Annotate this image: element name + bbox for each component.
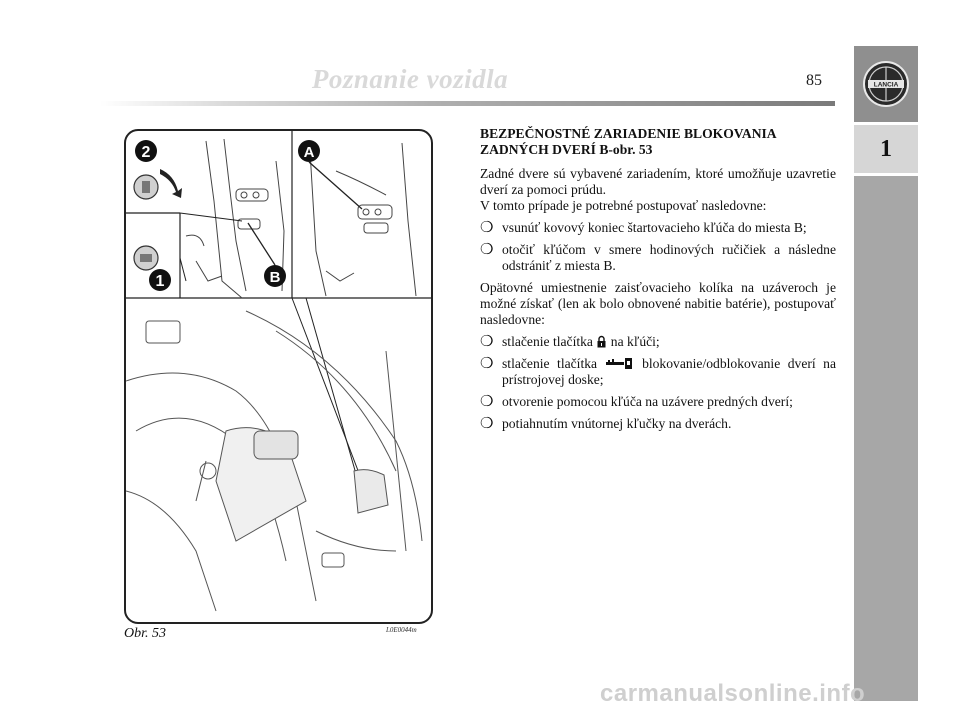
logo-text: LANCIA — [873, 81, 899, 89]
step-1: vsunúť kovový koniec štartovacieho kľúča do miesta B; — [502, 220, 807, 235]
list-item — [480, 356, 836, 388]
bullet-mark: ❍ — [480, 416, 494, 432]
header-rule — [100, 101, 835, 106]
restore-step-2: stlačenie tlačítka blokovanie/odblokovanie dverí na prístrojovej doske; — [502, 356, 836, 387]
step-2: otočiť kľúčom v smere hodinových ručičiek a následne odstrániť z miesta B. — [502, 242, 836, 273]
watermark-link[interactable]: carmanualsonline.info — [600, 680, 866, 707]
callout-1: 1 — [155, 273, 165, 290]
heading-line-1: BEZPEČNOSTNÉ ZARIADENIE BLOKOVANIA — [480, 126, 777, 141]
bullet-mark: ❍ — [480, 394, 494, 410]
door-lock-switch-icon — [606, 357, 634, 370]
lancia-logo-icon — [854, 46, 918, 122]
callout-a: A — [303, 144, 315, 161]
bullet-mark: ❍ — [480, 242, 494, 258]
list-item — [480, 334, 836, 350]
list-item — [480, 220, 836, 236]
page-number: 85 — [806, 72, 822, 89]
chapter-number: 1 — [854, 125, 918, 176]
restore-step-3: otvorenie pomocou kľúča na uzávere predných dverí; — [502, 394, 793, 409]
section-heading — [480, 126, 836, 158]
intro-paragraph: Zadné dvere sú vybavené zariadením, ktoré umožňuje uzavretie dverí za pomoci prúdu. — [480, 166, 836, 197]
list-item — [480, 394, 836, 410]
list-item — [480, 416, 836, 432]
padlock-icon — [597, 335, 606, 348]
restore-step-4: potiahnutím vnútornej kľučky na dverách. — [502, 416, 732, 431]
callout-2: 2 — [141, 144, 151, 161]
restore-paragraph: Opätovné umiestnenie zaisťovacieho kolíka na uzáveroch je možné získať (len ak bolo obnovené nabitie batérie), postupovať nasledovne: — [480, 280, 836, 327]
figure-caption: Obr. 53 — [124, 626, 167, 641]
section-title: Poznanie vozidla — [311, 64, 509, 94]
text-column — [480, 126, 836, 438]
figure-code: L0E0044m — [386, 626, 417, 634]
restore-step-1: stlačenie tlačítka na kľúči; — [502, 334, 660, 349]
bullet-mark: ❍ — [480, 334, 494, 350]
bullet-mark: ❍ — [480, 356, 494, 372]
intro-paragraph-2: V tomto prípade je potrebné postupovať nasledovne: — [480, 198, 767, 213]
rear-door-illustration — [126, 131, 431, 622]
figure-53 — [124, 129, 433, 624]
heading-line-2: ZADNÝCH DVERÍ B-obr. 53 — [480, 142, 653, 157]
bullet-mark: ❍ — [480, 220, 494, 236]
callout-b: B — [269, 269, 281, 286]
list-item — [480, 242, 836, 274]
brand-logo-box — [854, 46, 918, 125]
